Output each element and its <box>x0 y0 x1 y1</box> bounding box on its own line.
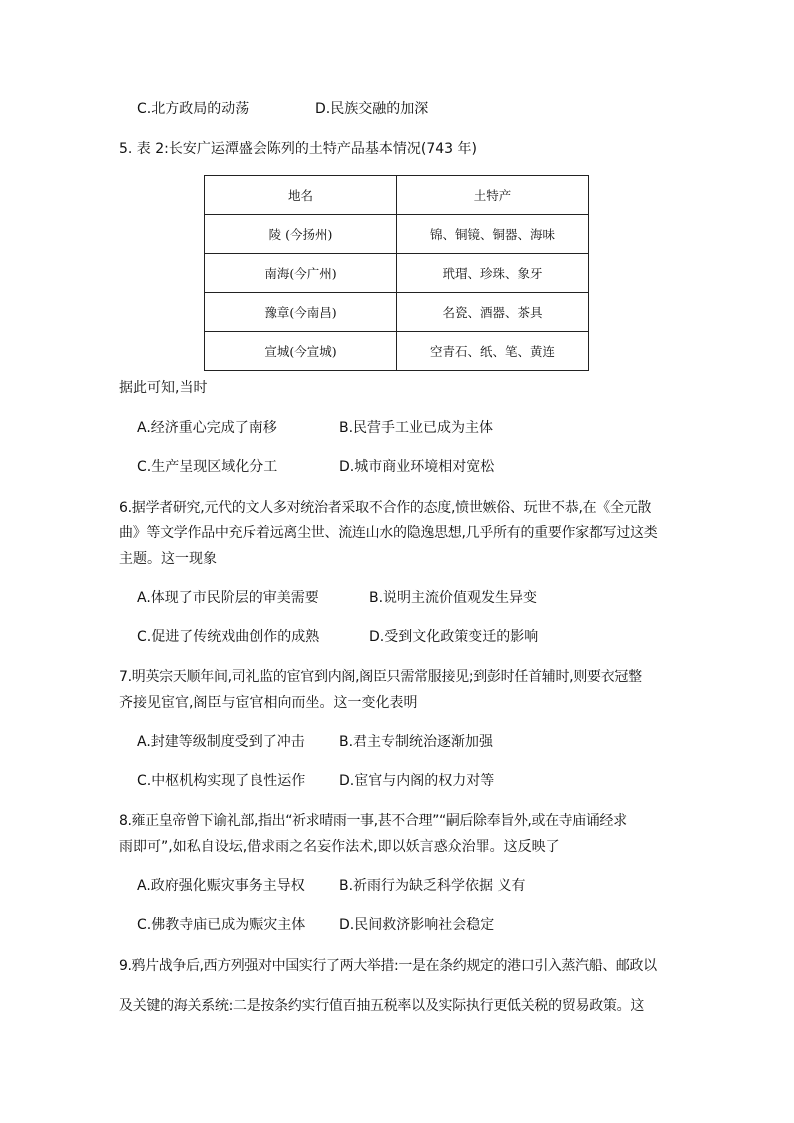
q8-option-a: A.政府强化赈灾事务主导权 <box>137 878 305 894</box>
q7-option-d: D.宦官与内阁的权力对等 <box>339 773 495 789</box>
table-cell: 宣城(今宣城) <box>205 332 397 371</box>
q5-option-b: B.民营手工业已成为主体 <box>339 420 494 436</box>
q7-line-2: 齐接见宦官,阁臣与宦官相向而坐。这一变化表明 <box>119 695 418 711</box>
table-cell: 南海(今广州) <box>205 254 397 293</box>
q7-line-1: 7.明英宗天顺年间,司礼监的宦官到内阁,阁臣只需常服接见;到彭时任首辅时,则要衣冠整 <box>119 669 642 685</box>
q8-option-d: D.民间救济影响社会稳定 <box>339 917 495 933</box>
table-cell: 锦、铜镜、铜器、海味 <box>397 215 589 254</box>
table-row <box>205 254 589 293</box>
table-header-row <box>205 176 589 215</box>
table-header-place: 地名 <box>205 176 397 215</box>
q7-options-cd <box>137 771 494 791</box>
q6-line-1: 6.据学者研究,元代的文人多对统治者采取不合作的态度,愤世嫉俗、玩世不恭,在《全元散 <box>119 500 652 516</box>
q8-line-1: 8.雍正皇帝曾下谕礼部,指出“祈求晴雨一事,甚不合理”“嗣后除奉旨外,或在寺庙诵经求 <box>119 813 627 829</box>
q6-line-3: 主题。这一现象 <box>119 551 217 567</box>
q8-option-c: C.佛教寺庙已成为赈灾主体 <box>137 917 306 933</box>
q6-option-c: C.促进了传统戏曲创作的成熟 <box>137 629 320 645</box>
q7-option-c: C.中枢机构实现了良性运作 <box>137 773 306 789</box>
specialty-products-table <box>204 175 589 371</box>
q8-options-cd <box>137 915 494 935</box>
table-row <box>205 332 589 371</box>
q6-line-2: 曲》等文学作品中充斥着远离尘世、流连山水的隐逸思想,几乎所有的重要作家都写过这类 <box>119 525 658 541</box>
q5-prompt: 据此可知,当时 <box>119 380 208 396</box>
q7-options-ab <box>137 732 493 752</box>
q6-options-ab <box>137 588 537 608</box>
q5-option-c: C.生产呈现区域化分工 <box>137 459 278 475</box>
q5-stem: 5. 表 2:长安广运潭盛会陈列的土特产品基本情况(743 年) <box>119 141 477 157</box>
q6-option-d: D.受到文化政策变迁的影响 <box>369 629 539 645</box>
q5-options-cd <box>137 457 494 477</box>
q7-option-a: A.封建等级制度受到了冲击 <box>137 734 305 750</box>
q8-line-2: 雨即可”,如私自设坛,借求雨之名妄作法术,即以妖言惑众治罪。这反映了 <box>119 839 560 855</box>
q5-option-a: A.经济重心完成了南移 <box>137 420 277 436</box>
table-header-product: 土特产 <box>397 176 589 215</box>
q6-option-b: B.说明主流价值观发生异变 <box>369 590 538 606</box>
q8-options-ab <box>137 876 526 896</box>
q6-option-a: A.体现了市民阶层的审美需要 <box>137 590 319 606</box>
table-row <box>205 293 589 332</box>
table-cell: 空青石、纸、笔、黄连 <box>397 332 589 371</box>
table-cell: 豫章(今南昌) <box>205 293 397 332</box>
q5-option-d: D.城市商业环境相对宽松 <box>339 459 495 475</box>
q9-line-2: 及关键的海关系统:二是按条约实行值百抽五税率以及实际执行更低关税的贸易政策。这 <box>119 998 645 1014</box>
q6-options-cd <box>137 627 538 647</box>
table-cell: 名瓷、酒器、茶具 <box>397 293 589 332</box>
q8-option-b: B.祈雨行为缺乏科学依据 义有 <box>339 878 526 894</box>
q4-options-cd <box>137 99 428 119</box>
q4-option-c: C.北方政局的动荡 <box>137 101 250 117</box>
q7-option-b: B.君主专制统治逐渐加强 <box>339 734 494 750</box>
q4-option-d: D.民族交融的加深 <box>315 101 429 117</box>
q5-options-ab <box>137 418 493 438</box>
q9-line-1: 9.鸦片战争后,西方列强对中国实行了两大举措:一是在条约规定的港口引入蒸汽船、邮政以 <box>119 958 657 974</box>
table-cell: 玳瑁、珍珠、象牙 <box>397 254 589 293</box>
table-row <box>205 215 589 254</box>
table-cell: 陵 (今扬州) <box>205 215 397 254</box>
